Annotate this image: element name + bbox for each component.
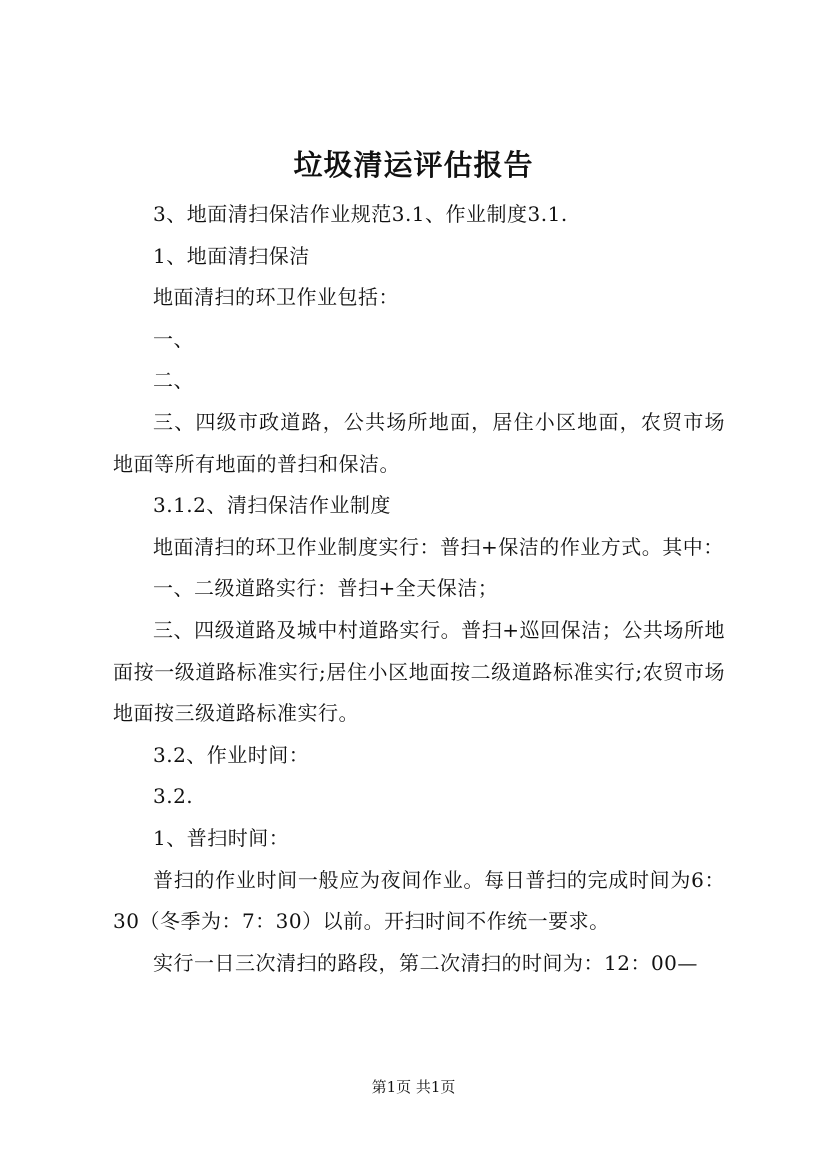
document-title: 垃圾清运评估报告: [293, 148, 534, 182]
paragraph: 3.2、作业时间：: [153, 742, 310, 767]
paragraph: 实行一日三次清扫的路段，第二次清扫的时间为：12：00—: [153, 950, 698, 975]
paragraph: 一、二级道路实行：普扫+全天保洁；: [153, 576, 499, 601]
paragraph: 三、四级市政道路，公共场所地面，居住小区地面，农贸市场地面等所有地面的普扫和保洁。: [113, 409, 725, 476]
paragraph: 地面清扫的环卫作业包括：: [153, 285, 399, 310]
paragraph: 3.1.2、清扫保洁作业制度: [153, 493, 391, 518]
page-footer: 第1页 共1页: [371, 1078, 456, 1096]
paragraph: 3.2.: [153, 784, 194, 809]
paragraph: 三、四级道路及城中村道路实行。普扫+巡回保洁；公共场所地面按一级道路标准实行;居住小区地面按二级道路标准实行;农贸市场地面按三级道路标准实行。: [113, 617, 725, 726]
paragraph: 一、: [153, 326, 194, 351]
paragraph: 二、: [153, 368, 194, 393]
paragraph: 1、普扫时间：: [153, 825, 290, 850]
document-body: [113, 194, 725, 984]
paragraph: 3、地面清扫保洁作业规范3.1、作业制度3.1.: [153, 202, 568, 226]
paragraph: 地面清扫的环卫作业制度实行：普扫+保洁的作业方式。其中：: [153, 534, 724, 559]
paragraph: 普扫的作业时间一般应为夜间作业。每日普扫的完成时间为6：30（冬季为：7：30）以前。开扫时间不作统一要求。: [113, 867, 725, 934]
paragraph: 1、地面清扫保洁: [153, 243, 310, 268]
